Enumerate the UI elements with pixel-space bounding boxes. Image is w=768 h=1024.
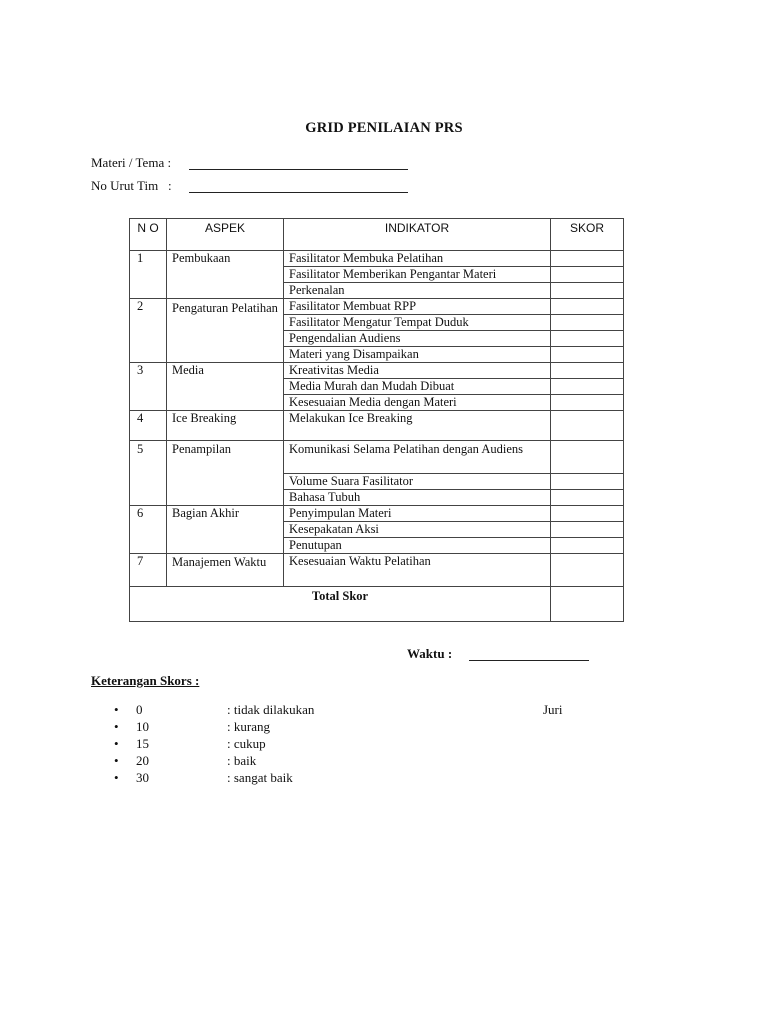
list-item <box>114 719 614 736</box>
row-aspek: Pengaturan Pelatihan <box>167 299 284 363</box>
row-no: 1 <box>130 251 167 299</box>
skor-cell[interactable] <box>551 363 624 379</box>
skor-cell[interactable] <box>551 490 624 506</box>
list-item <box>114 702 614 719</box>
row-no: 5 <box>130 441 167 506</box>
waktu-field <box>407 646 452 662</box>
skor-cell[interactable] <box>551 538 624 554</box>
legend-desc: : tidak dilakukan <box>227 702 315 717</box>
total-skor-cell[interactable] <box>551 587 624 622</box>
bullet-icon: • <box>114 702 119 717</box>
materi-label: Materi / Tema : <box>91 155 172 170</box>
list-item <box>114 736 614 753</box>
row-aspek: Bagian Akhir <box>167 506 284 554</box>
bullet-icon: • <box>114 770 119 785</box>
row-indikator: Kesepakatan Aksi <box>284 522 551 538</box>
table-row <box>130 363 624 379</box>
row-indikator: Kesesuaian Media dengan Materi <box>284 395 551 411</box>
skor-cell[interactable] <box>551 474 624 490</box>
table-header-row <box>130 219 624 251</box>
score-legend <box>114 702 614 787</box>
header-aspek: ASPEK <box>167 219 284 251</box>
row-indikator: Pengendalian Audiens <box>284 331 551 347</box>
row-no: 2 <box>130 299 167 363</box>
row-indikator: Media Murah dan Mudah Dibuat <box>284 379 551 395</box>
legend-value: 30 <box>136 770 149 785</box>
skor-cell[interactable] <box>551 506 624 522</box>
total-row <box>130 587 624 622</box>
no-urut-label: No Urut Tim : <box>91 178 172 193</box>
skor-cell[interactable] <box>551 331 624 347</box>
header-indikator: INDIKATOR <box>284 219 551 251</box>
row-no: 3 <box>130 363 167 411</box>
skor-cell[interactable] <box>551 522 624 538</box>
skor-cell[interactable] <box>551 554 624 587</box>
table-row <box>130 299 624 315</box>
row-aspek: Manajemen Waktu <box>167 554 284 587</box>
skor-cell[interactable] <box>551 315 624 331</box>
list-item <box>114 753 614 770</box>
page-title: GRID PENILAIAN PRS <box>305 120 463 136</box>
juri-label: Juri <box>543 702 563 717</box>
materi-field <box>91 155 171 171</box>
row-no: 4 <box>130 411 167 441</box>
table-row <box>130 554 624 587</box>
header-no: N O <box>130 219 167 251</box>
bullet-icon: • <box>114 753 119 768</box>
skor-cell[interactable] <box>551 267 624 283</box>
legend-value: 20 <box>136 753 149 768</box>
skor-cell[interactable] <box>551 251 624 267</box>
table-row <box>130 411 624 441</box>
row-indikator: Penutupan <box>284 538 551 554</box>
keterangan-title: Keterangan Skors : <box>91 673 200 688</box>
legend-desc: : kurang <box>227 719 270 734</box>
legend-value: 10 <box>136 719 149 734</box>
skor-cell[interactable] <box>551 347 624 363</box>
row-indikator: Fasilitator Membuat RPP <box>284 299 551 315</box>
header-skor: SKOR <box>551 219 624 251</box>
materi-blank-line[interactable] <box>189 169 408 170</box>
skor-cell[interactable] <box>551 441 624 474</box>
row-indikator: Bahasa Tubuh <box>284 490 551 506</box>
legend-desc: : baik <box>227 753 257 768</box>
skor-cell[interactable] <box>551 299 624 315</box>
row-indikator: Fasilitator Memberikan Pengantar Materi <box>284 267 551 283</box>
assessment-table <box>129 218 624 622</box>
waktu-label: Waktu : <box>407 646 453 661</box>
row-indikator: Kreativitas Media <box>284 363 551 379</box>
row-no: 7 <box>130 554 167 587</box>
table-row <box>130 441 624 474</box>
row-indikator: Materi yang Disampaikan <box>284 347 551 363</box>
bullet-icon: • <box>114 719 119 734</box>
row-aspek: Media <box>167 363 284 411</box>
row-indikator: Penyimpulan Materi <box>284 506 551 522</box>
row-indikator: Fasilitator Mengatur Tempat Duduk <box>284 315 551 331</box>
total-label: Total Skor <box>130 587 551 622</box>
row-indikator: Volume Suara Fasilitator <box>284 474 551 490</box>
row-aspek: Penampilan <box>167 441 284 506</box>
legend-desc: : sangat baik <box>227 770 293 785</box>
row-indikator: Kesesuaian Waktu Pelatihan <box>284 554 551 587</box>
row-indikator: Fasilitator Membuka Pelatihan <box>284 251 551 267</box>
no-urut-blank-line[interactable] <box>189 192 408 193</box>
table-row <box>130 251 624 267</box>
waktu-blank-line[interactable] <box>469 660 589 661</box>
list-item <box>114 770 614 787</box>
skor-cell[interactable] <box>551 283 624 299</box>
skor-cell[interactable] <box>551 411 624 441</box>
row-indikator: Komunikasi Selama Pelatihan dengan Audiens <box>284 441 551 474</box>
bullet-icon: • <box>114 736 119 751</box>
no-urut-field <box>91 178 172 194</box>
row-indikator: Melakukan Ice Breaking <box>284 411 551 441</box>
row-aspek: Ice Breaking <box>167 411 284 441</box>
row-no: 6 <box>130 506 167 554</box>
legend-value: 0 <box>136 702 143 717</box>
legend-value: 15 <box>136 736 149 751</box>
skor-cell[interactable] <box>551 395 624 411</box>
table-row <box>130 506 624 522</box>
legend-desc: : cukup <box>227 736 266 751</box>
row-indikator: Perkenalan <box>284 283 551 299</box>
row-aspek: Pembukaan <box>167 251 284 299</box>
skor-cell[interactable] <box>551 379 624 395</box>
